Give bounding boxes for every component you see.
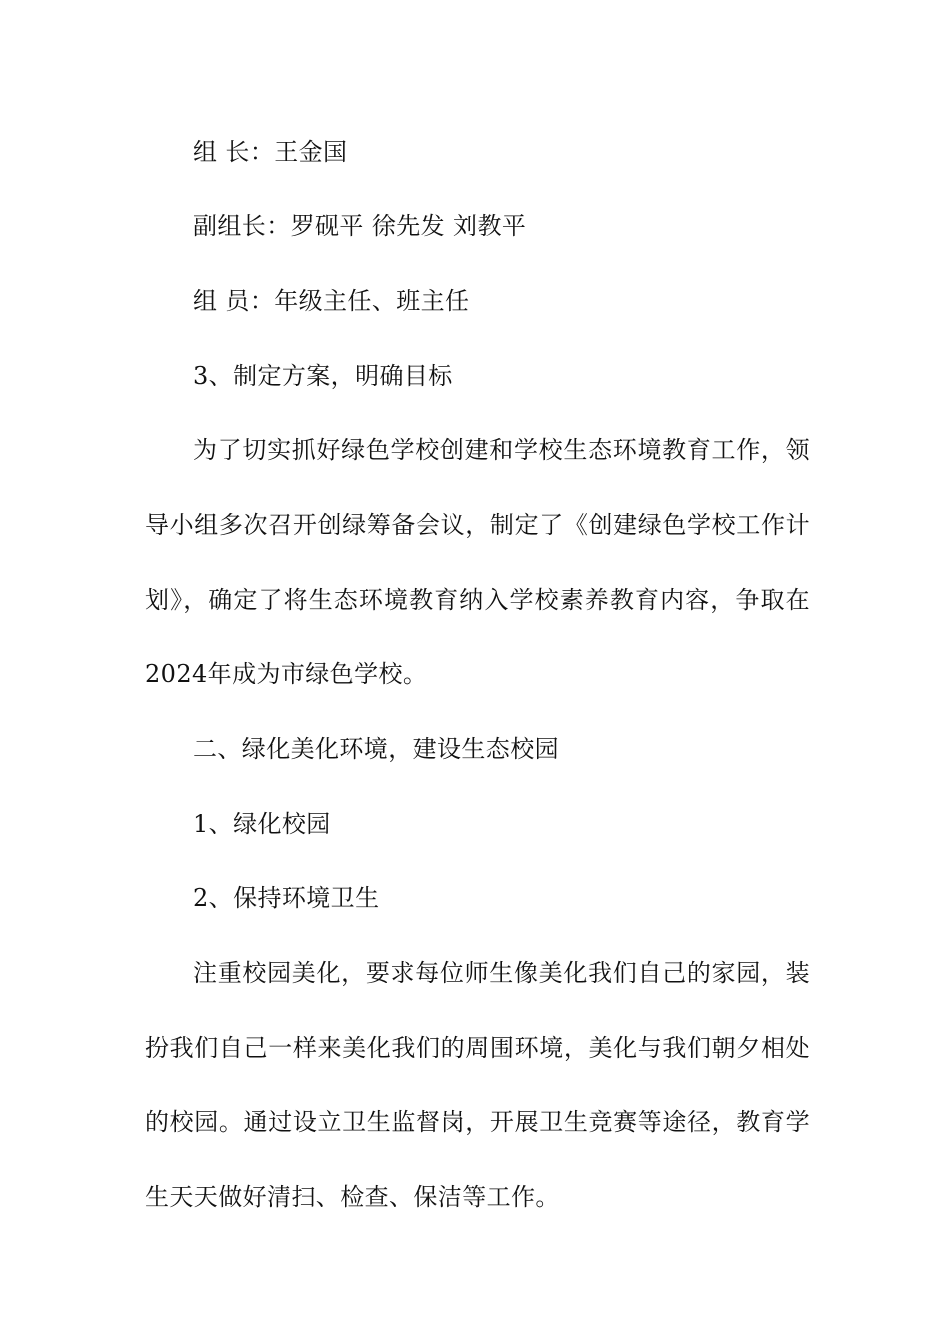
section-heading-2: 二、绿化美化环境，建设生态校园 bbox=[193, 735, 559, 763]
paragraph-2-line-4: 生天天做好清扫、检查、保洁等工作。 bbox=[145, 1183, 560, 1211]
paragraph-1-line-3: 划》，确定了将生态环境教育纳入学校素养教育内容，争取在 bbox=[145, 586, 810, 614]
paragraph-1-line-4: 2024年成为市绿色学校。 bbox=[145, 660, 428, 688]
paragraph-2-line-3: 的校园。通过设立卫生监督岗，开展卫生竞赛等途径，教育学 bbox=[145, 1108, 810, 1136]
subheading-1: 1、绿化校园 bbox=[193, 810, 331, 838]
paragraph-2-line-2: 扮我们自己一样来美化我们的周围环境，美化与我们朝夕相处 bbox=[145, 1034, 810, 1062]
leader-line: 组 长：王金国 bbox=[193, 138, 348, 166]
paragraph-1-line-2: 导小组多次召开创绿筹备会议，制定了《创建绿色学校工作计 bbox=[145, 511, 810, 539]
paragraph-1-line-1: 为了切实抓好绿色学校创建和学校生态环境教育工作，领 bbox=[193, 436, 810, 464]
section-heading-3: 3、制定方案，明确目标 bbox=[193, 362, 453, 390]
paragraph-2-line-1: 注重校园美化，要求每位师生像美化我们自己的家园，装 bbox=[193, 959, 810, 987]
members-line: 组 员：年级主任、班主任 bbox=[193, 287, 470, 315]
subheading-2: 2、保持环境卫生 bbox=[193, 884, 380, 912]
deputy-leader-line: 副组长：罗砚平 徐先发 刘教平 bbox=[193, 212, 527, 240]
